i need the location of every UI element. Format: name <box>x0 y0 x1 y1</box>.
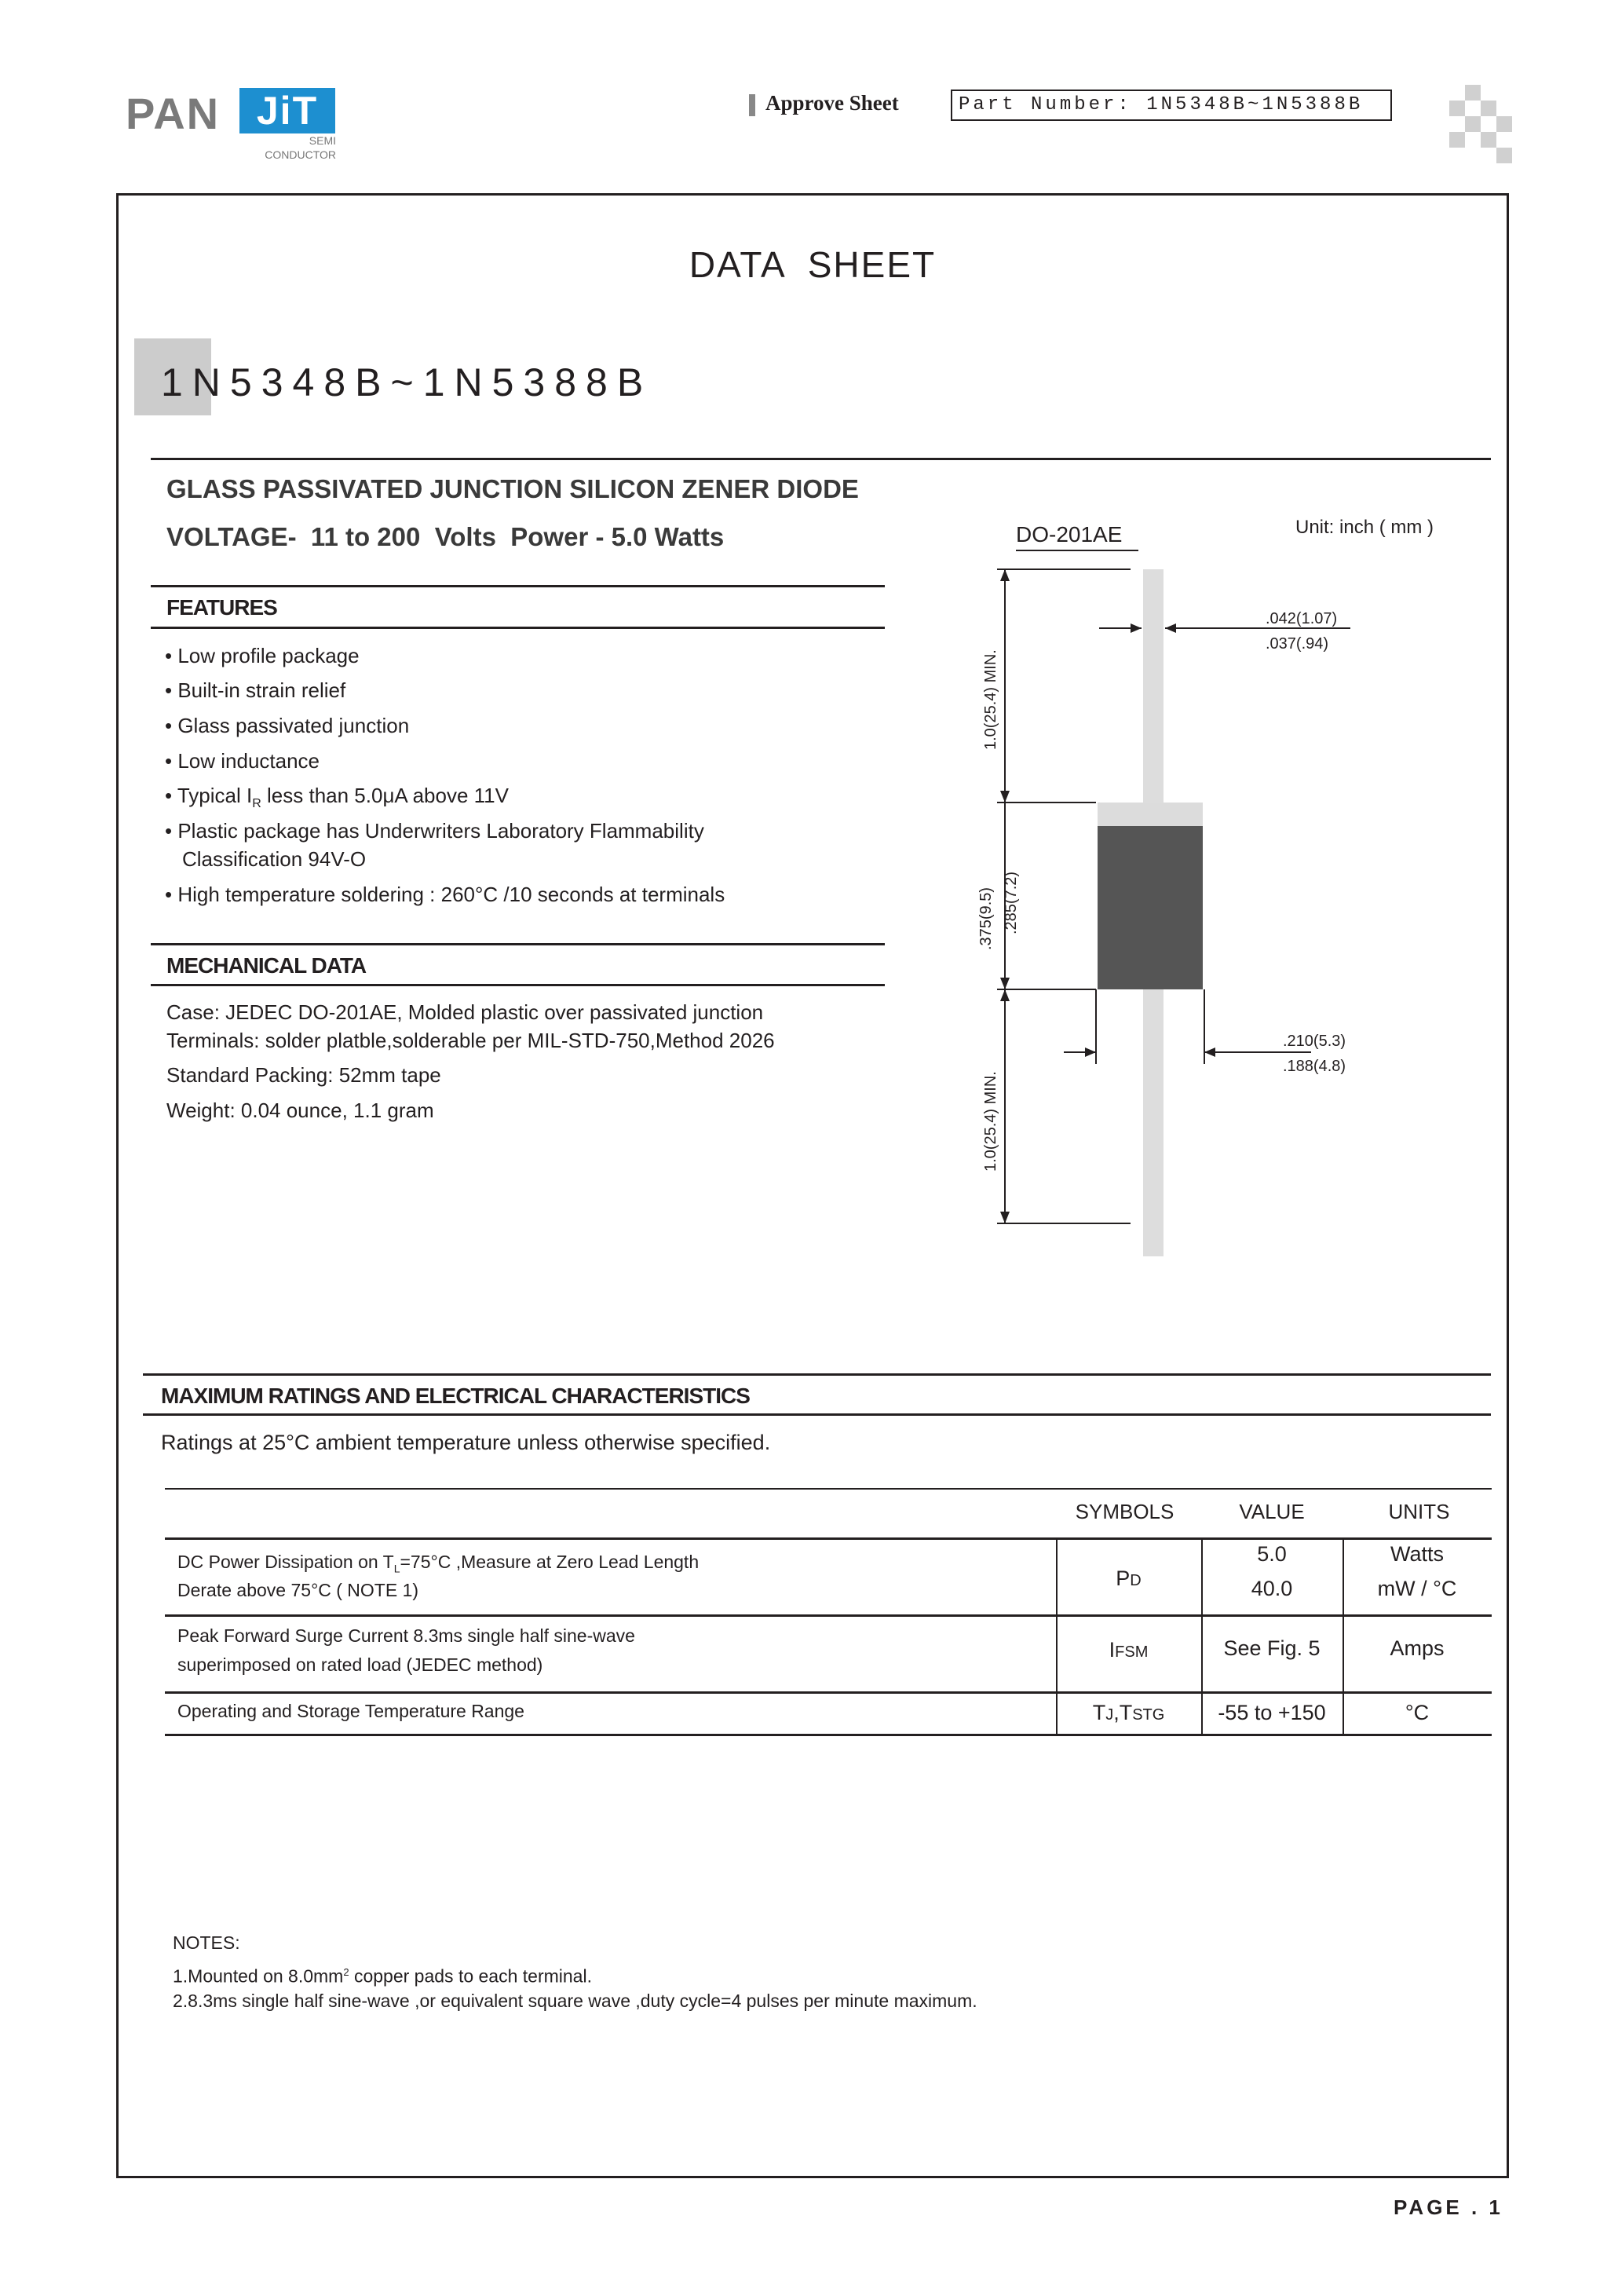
note-1-pre: 1.Mounted on 8.0mm <box>173 1965 344 1987</box>
row2-unit: Amps <box>1390 1636 1445 1660</box>
table-rule <box>165 1537 1492 1540</box>
note-1-post: copper pads to each terminal. <box>349 1965 592 1987</box>
row3-value: -55 to +150 <box>1218 1701 1326 1724</box>
ratings-heading: MAXIMUM RATINGS AND ELECTRICAL CHARACTERISTICS <box>161 1384 750 1408</box>
logo-sub-conductor: CONDUCTOR <box>265 148 336 161</box>
page-title: DATA SHEET <box>689 244 937 285</box>
col-header-units: UNITS <box>1388 1500 1450 1523</box>
checker-square <box>1481 132 1496 148</box>
logo-subtitle <box>243 133 336 162</box>
feature-item: • Low profile package <box>165 644 360 667</box>
notes-heading: NOTES: <box>173 1932 240 1953</box>
divider <box>143 1373 1491 1376</box>
table-top-rule <box>165 1488 1492 1490</box>
dim-body-length-min: .285(7.2) <box>1003 871 1020 934</box>
table-rule <box>165 1691 1492 1694</box>
col-header-value: VALUE <box>1239 1500 1305 1523</box>
row1-symbol-main: P <box>1116 1567 1131 1590</box>
package-outline-diagram <box>942 550 1492 1256</box>
checker-square <box>1481 101 1496 116</box>
row3-symbol-b-sub: STG <box>1132 1706 1165 1724</box>
feature-item-typical <box>165 784 509 816</box>
dim-body-length-max: .375(9.5) <box>977 887 995 950</box>
feature-item-continued: Classification 94V-O <box>182 847 367 871</box>
mechanical-item: Standard Packing: 52mm tape <box>166 1063 441 1087</box>
row1-unit2: mW / °C <box>1377 1577 1457 1600</box>
lead-wire-bottom <box>1143 989 1164 1225</box>
mechanical-item: Weight: 0.04 ounce, 1.1 gram <box>166 1099 434 1122</box>
feature-item: • High temperature soldering : 260°C /10 seconds at terminals <box>165 883 725 906</box>
unit-note: Unit: inch ( mm ) <box>1295 517 1434 538</box>
row1-desc1-post: =75°C ,Measure at Zero Lead Length <box>400 1552 700 1572</box>
feature-item: • Low inductance <box>165 749 320 773</box>
row2-symbol-sub: FSM <box>1115 1643 1149 1661</box>
logo-sub-semi: SEMI <box>309 134 336 147</box>
diode-body <box>1098 826 1203 989</box>
approve-marker <box>749 94 755 116</box>
divider <box>151 627 885 629</box>
ratings-note: Ratings at 25°C ambient temperature unless otherwise specified. <box>161 1431 771 1454</box>
part-range-title: 1N5348B~1N5388B <box>161 360 653 404</box>
table-bottom-rule <box>165 1734 1492 1736</box>
divider <box>151 943 885 945</box>
divider <box>151 458 1491 460</box>
row3-symbol-a: T <box>1092 1701 1106 1724</box>
part-number-box: Part Number: 1N5348B~1N5388B <box>951 90 1392 121</box>
row1-value2: 40.0 <box>1251 1577 1293 1600</box>
row1-unit1: Watts <box>1390 1542 1444 1566</box>
checker-square <box>1496 148 1512 163</box>
dim-lead-length-bottom: 1.0(25.4) MIN. <box>982 1071 999 1172</box>
mechanical-heading: MECHANICAL DATA <box>166 953 367 978</box>
row1-desc1-sub: L <box>393 1562 400 1575</box>
typical-post: less than 5.0μA above 11V <box>261 784 509 807</box>
dim-lead-dia-max: .042(1.07) <box>1266 610 1338 627</box>
table-row: Peak Forward Surge Current 8.3ms single half sine-wave <box>177 1625 635 1646</box>
table-row: Operating and Storage Temperature Range <box>177 1701 524 1721</box>
row2-value: See Fig. 5 <box>1223 1636 1321 1660</box>
checker-square <box>1449 101 1465 116</box>
dim-lead-dia-min: .037(.94) <box>1266 635 1329 653</box>
feature-item: • Glass passivated junction <box>165 714 410 737</box>
typical-pre: • Typical I <box>165 784 253 807</box>
dim-body-dia-max: .210(5.3) <box>1283 1033 1346 1050</box>
row1-symbol <box>1056 1567 1201 1591</box>
divider <box>151 585 885 587</box>
row1-value1: 5.0 <box>1257 1542 1287 1566</box>
mechanical-item: Terminals: solder platble,solderable per MIL-STD-750,Method 2026 <box>166 1029 775 1052</box>
checker-square <box>1465 116 1481 132</box>
feature-item: • Plastic package has Underwriters Laboratory Flammability <box>165 819 704 843</box>
row1-desc1-pre: DC Power Dissipation on T <box>177 1552 394 1572</box>
note-2: 2.8.3ms single half sine-wave ,or equivalent square wave ,duty cycle=4 pulses per minute maximum. <box>173 1991 977 2011</box>
row3-symbol-b: ,T <box>1113 1701 1133 1724</box>
row2-symbol-main: I <box>1109 1638 1116 1662</box>
approve-sheet-label: Approve Sheet <box>765 91 899 115</box>
row1-symbol-sub: D <box>1130 1572 1142 1589</box>
logo-jit-badge: JiT <box>239 88 335 133</box>
product-type: GLASS PASSIVATED JUNCTION SILICON ZENER DIODE <box>166 474 859 503</box>
feature-item: • Built-in strain relief <box>165 678 346 702</box>
checker-square <box>1496 116 1512 132</box>
divider <box>143 1413 1491 1416</box>
features-heading: FEATURES <box>166 595 277 620</box>
logo-pan-text: PAN <box>126 89 221 138</box>
cathode-band <box>1098 803 1203 826</box>
page-number: PAGE . 1 <box>1394 2195 1503 2219</box>
divider <box>151 984 885 986</box>
row3-unit: °C <box>1405 1701 1430 1724</box>
typical-sub: R <box>252 797 261 811</box>
table-rule <box>165 1614 1492 1617</box>
row2-symbol <box>1056 1638 1201 1662</box>
checker-square <box>1449 132 1465 148</box>
product-voltage-power: VOLTAGE- 11 to 200 Volts Power - 5.0 Watts <box>166 522 725 551</box>
row1-desc2: Derate above 75°C ( NOTE 1) <box>177 1580 419 1600</box>
note-1-sup: 2 <box>343 1966 349 1978</box>
dim-lead-length-top: 1.0(25.4) MIN. <box>982 649 999 750</box>
row3-symbol-a-sub: J <box>1105 1706 1114 1724</box>
package-name: DO-201AE <box>1016 522 1123 547</box>
row2-desc2: superimposed on rated load (JEDEC method) <box>177 1654 543 1675</box>
mechanical-item: Case: JEDEC DO-201AE, Molded plastic over passivated junction <box>166 1000 764 1024</box>
col-header-symbols: SYMBOLS <box>1075 1500 1174 1523</box>
dim-body-dia-min: .188(4.8) <box>1283 1058 1346 1075</box>
row3-symbol <box>1056 1701 1201 1725</box>
checker-square <box>1465 85 1481 101</box>
